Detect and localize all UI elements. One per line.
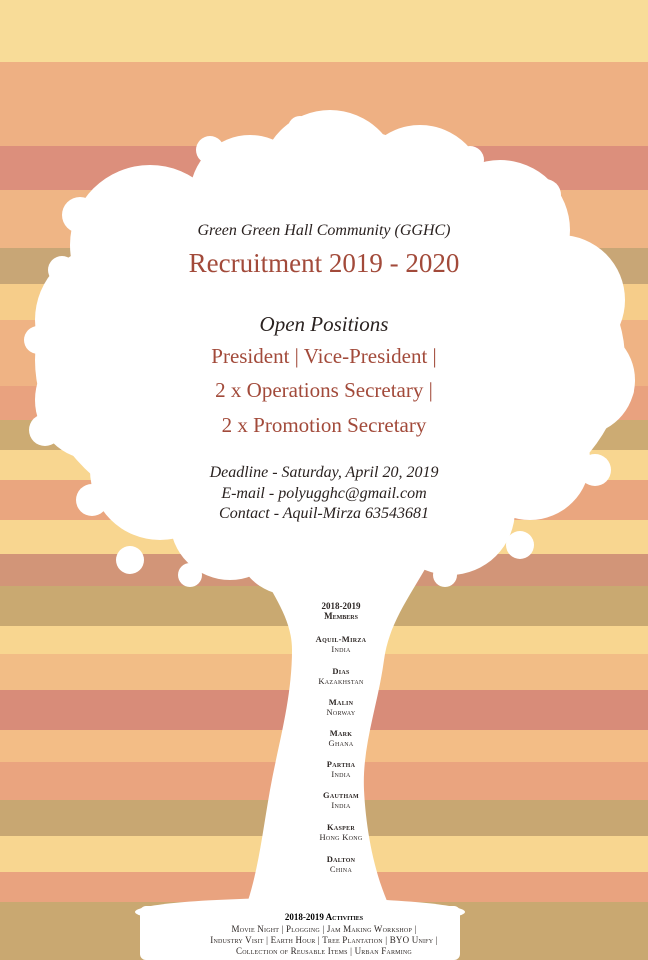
member-name: Aquil-Mirza: [315, 634, 367, 644]
email-text: E-mail - polyugghc@gmail.com: [221, 485, 427, 502]
member-country: Ghana: [328, 738, 354, 748]
activities-line: Industry Visit | Earth Hour | Tree Plantation | BYO Unify |: [210, 935, 438, 945]
position-line: 2 x Promotion Secretary: [221, 413, 427, 437]
member-name: Partha: [326, 759, 356, 769]
activities-line: Movie Night | Plogging | Jam Making Workshop |: [231, 924, 417, 934]
member-country: Norway: [326, 707, 356, 717]
member-country: Hong Kong: [319, 832, 363, 842]
member-entry: [230, 822, 452, 842]
open-positions-title: Open Positions: [259, 312, 389, 336]
member-name: Mark: [329, 728, 353, 738]
member-name: Dias: [332, 666, 350, 676]
member-name: Gautham: [322, 790, 360, 800]
contact-text: Contact - Aquil-Mirza 63543681: [219, 505, 429, 522]
member-entry: [230, 697, 452, 717]
member-name: Dalton: [326, 854, 356, 864]
member-entry: [230, 790, 452, 810]
member-country: India: [331, 769, 351, 779]
member-country: China: [329, 864, 353, 874]
member-country: India: [331, 800, 351, 810]
community-name: Green Green Hall Community (GGHC): [197, 222, 451, 239]
activities-title: 2018-2019 Activities: [284, 912, 364, 922]
member-entry: [230, 759, 452, 779]
position-line: President | Vice-President |: [211, 344, 437, 368]
member-entry: [230, 666, 452, 686]
member-name: Malin: [328, 697, 354, 707]
position-line: 2 x Operations Secretary |: [215, 378, 433, 402]
members-heading: [230, 601, 452, 621]
member-entry: [230, 854, 452, 874]
member-entry: [230, 728, 452, 748]
members-heading-label: Members: [324, 611, 358, 621]
members-heading-year: 2018-2019: [321, 601, 361, 611]
member-name: Kasper: [326, 822, 356, 832]
member-entry: [230, 634, 452, 654]
deadline-text: Deadline - Saturday, April 20, 2019: [209, 464, 439, 481]
member-country: India: [331, 644, 351, 654]
member-country: Kazakhstan: [318, 676, 364, 686]
recruitment-title: Recruitment 2019 - 2020: [188, 248, 460, 278]
activities-line: Collection of Reusable Items | Urban Farming: [236, 946, 412, 956]
